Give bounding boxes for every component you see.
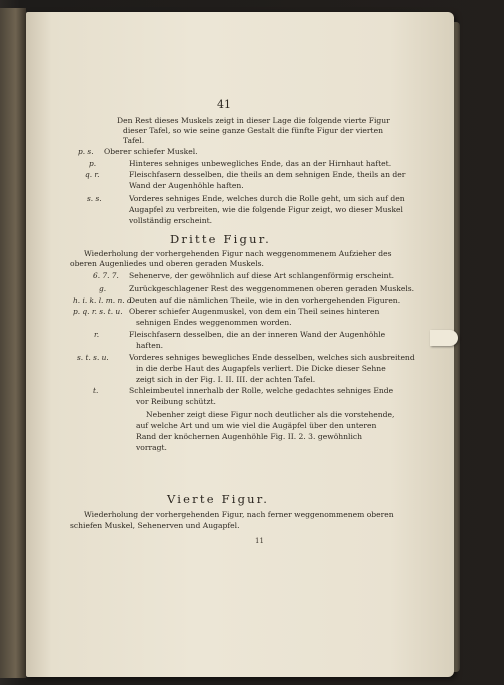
note-line-1: Nebenher zeigt diese Figur noch deutlicher als die vorstehende, [146, 410, 395, 419]
note-line-3: Rand der knöchernen Augenhöhle Fig. II. 2. 3. gewöhnlich [136, 432, 363, 441]
entry-label: p. q. r. s. t. u. [73, 307, 123, 316]
entry-text: zeigt sich in der Fig. I. II. III. der achten Tafel. [136, 375, 316, 384]
entry-label: p. [89, 159, 97, 168]
entry-label: p. s. [78, 147, 94, 156]
entry-label: q. r. [85, 170, 100, 179]
entry-text: Zurückgeschlagener Rest des weggenommenen oberen geraden Muskels. [129, 284, 415, 293]
intro-line-3: Tafel. [123, 136, 145, 145]
entry-label: 6. 7. 7. [93, 271, 119, 280]
entry-label: h. i. k. l. m. n. o. [73, 296, 134, 305]
book-page [26, 12, 454, 677]
section-heading-vierte: Vierte Figur. [167, 492, 270, 506]
bookmark-tab [430, 330, 458, 346]
entry-text: Augapfel zu verbreiten, wie die folgende Figur zeigt, wo dieser Muskel [129, 205, 403, 214]
entry-text: Schleimbeutel innerhalb der Rolle, welche gedachtes sehniges Ende [129, 386, 394, 395]
entry-text: sehnigen Endes weggenommen worden. [136, 318, 292, 327]
entry-text: Oberer schiefer Augenmuskel, von dem ein Theil seines hinteren [129, 307, 380, 316]
entry-text: in die derbe Haut des Augapfels verliert. Die Dicke dieser Sehne [136, 364, 386, 373]
note-line-4: vorragt. [136, 443, 167, 452]
signature-mark: 11 [255, 537, 264, 545]
vierte-intro-line-2: schiefen Muskel, Sehenerven und Augapfel. [70, 521, 240, 530]
dritte-intro-line-2: oberen Augenliedes und oberen geraden Muskels. [70, 259, 264, 268]
entry-text: Fleischfasern desselben, die theils an dem sehnigen Ende, theils an der [129, 170, 406, 179]
entry-label: t. [93, 386, 99, 395]
entry-text: Fleischfasern desselben, die an der inneren Wand der Augenhöhle [129, 330, 386, 339]
entry-label: g. [99, 284, 107, 293]
entry-label: s. t. s. u. [77, 353, 109, 362]
entry-text: vollständig erscheint. [129, 216, 213, 225]
intro-line-2: dieser Tafel, so wie seine ganze Gestalt die fünfte Figur der vierten [123, 126, 383, 135]
entry-text: Sehenerve, der gewöhnlich auf diese Art schlangenförmig erscheint. [129, 271, 395, 280]
entry-text: Hinteres sehniges unbewegliches Ende, das an der Hirnhaut haftet. [129, 159, 392, 168]
intro-line-1: Den Rest dieses Muskels zeigt in dieser Lage die folgende vierte Figur [117, 116, 390, 125]
entry-text: Vorderes sehniges Ende, welches durch die Rolle geht, um sich auf den [129, 194, 405, 203]
entry-text: Oberer schiefer Muskel. [104, 147, 198, 156]
page-number: 41 [217, 98, 231, 111]
entry-text: haften. [136, 341, 164, 350]
entry-label: r. [94, 330, 100, 339]
entry-text: Wand der Augenhöhle haften. [129, 181, 244, 190]
entry-text: Vorderes sehniges bewegliches Ende desselben, welches sich ausbreitend [129, 353, 415, 362]
dritte-intro-line-1: Wiederholung der vorhergehenden Figur nach weggenommenem Aufzieher des [84, 249, 392, 258]
entry-text: vor Reibung schützt. [136, 397, 216, 406]
section-heading-dritte: Dritte Figur. [170, 232, 272, 246]
note-line-2: auf welche Art und um wie viel die Augäpfel über den unteren [136, 421, 377, 430]
entry-text: Deuten auf die nämlichen Theile, wie in den vorhergehenden Figuren. [129, 296, 401, 305]
vierte-intro-line-1: Wiederholung der vorhergehenden Figur, nach ferner weggenommenem oberen [84, 510, 394, 519]
left-page-edge [0, 8, 26, 678]
entry-label: s. s. [87, 194, 102, 203]
